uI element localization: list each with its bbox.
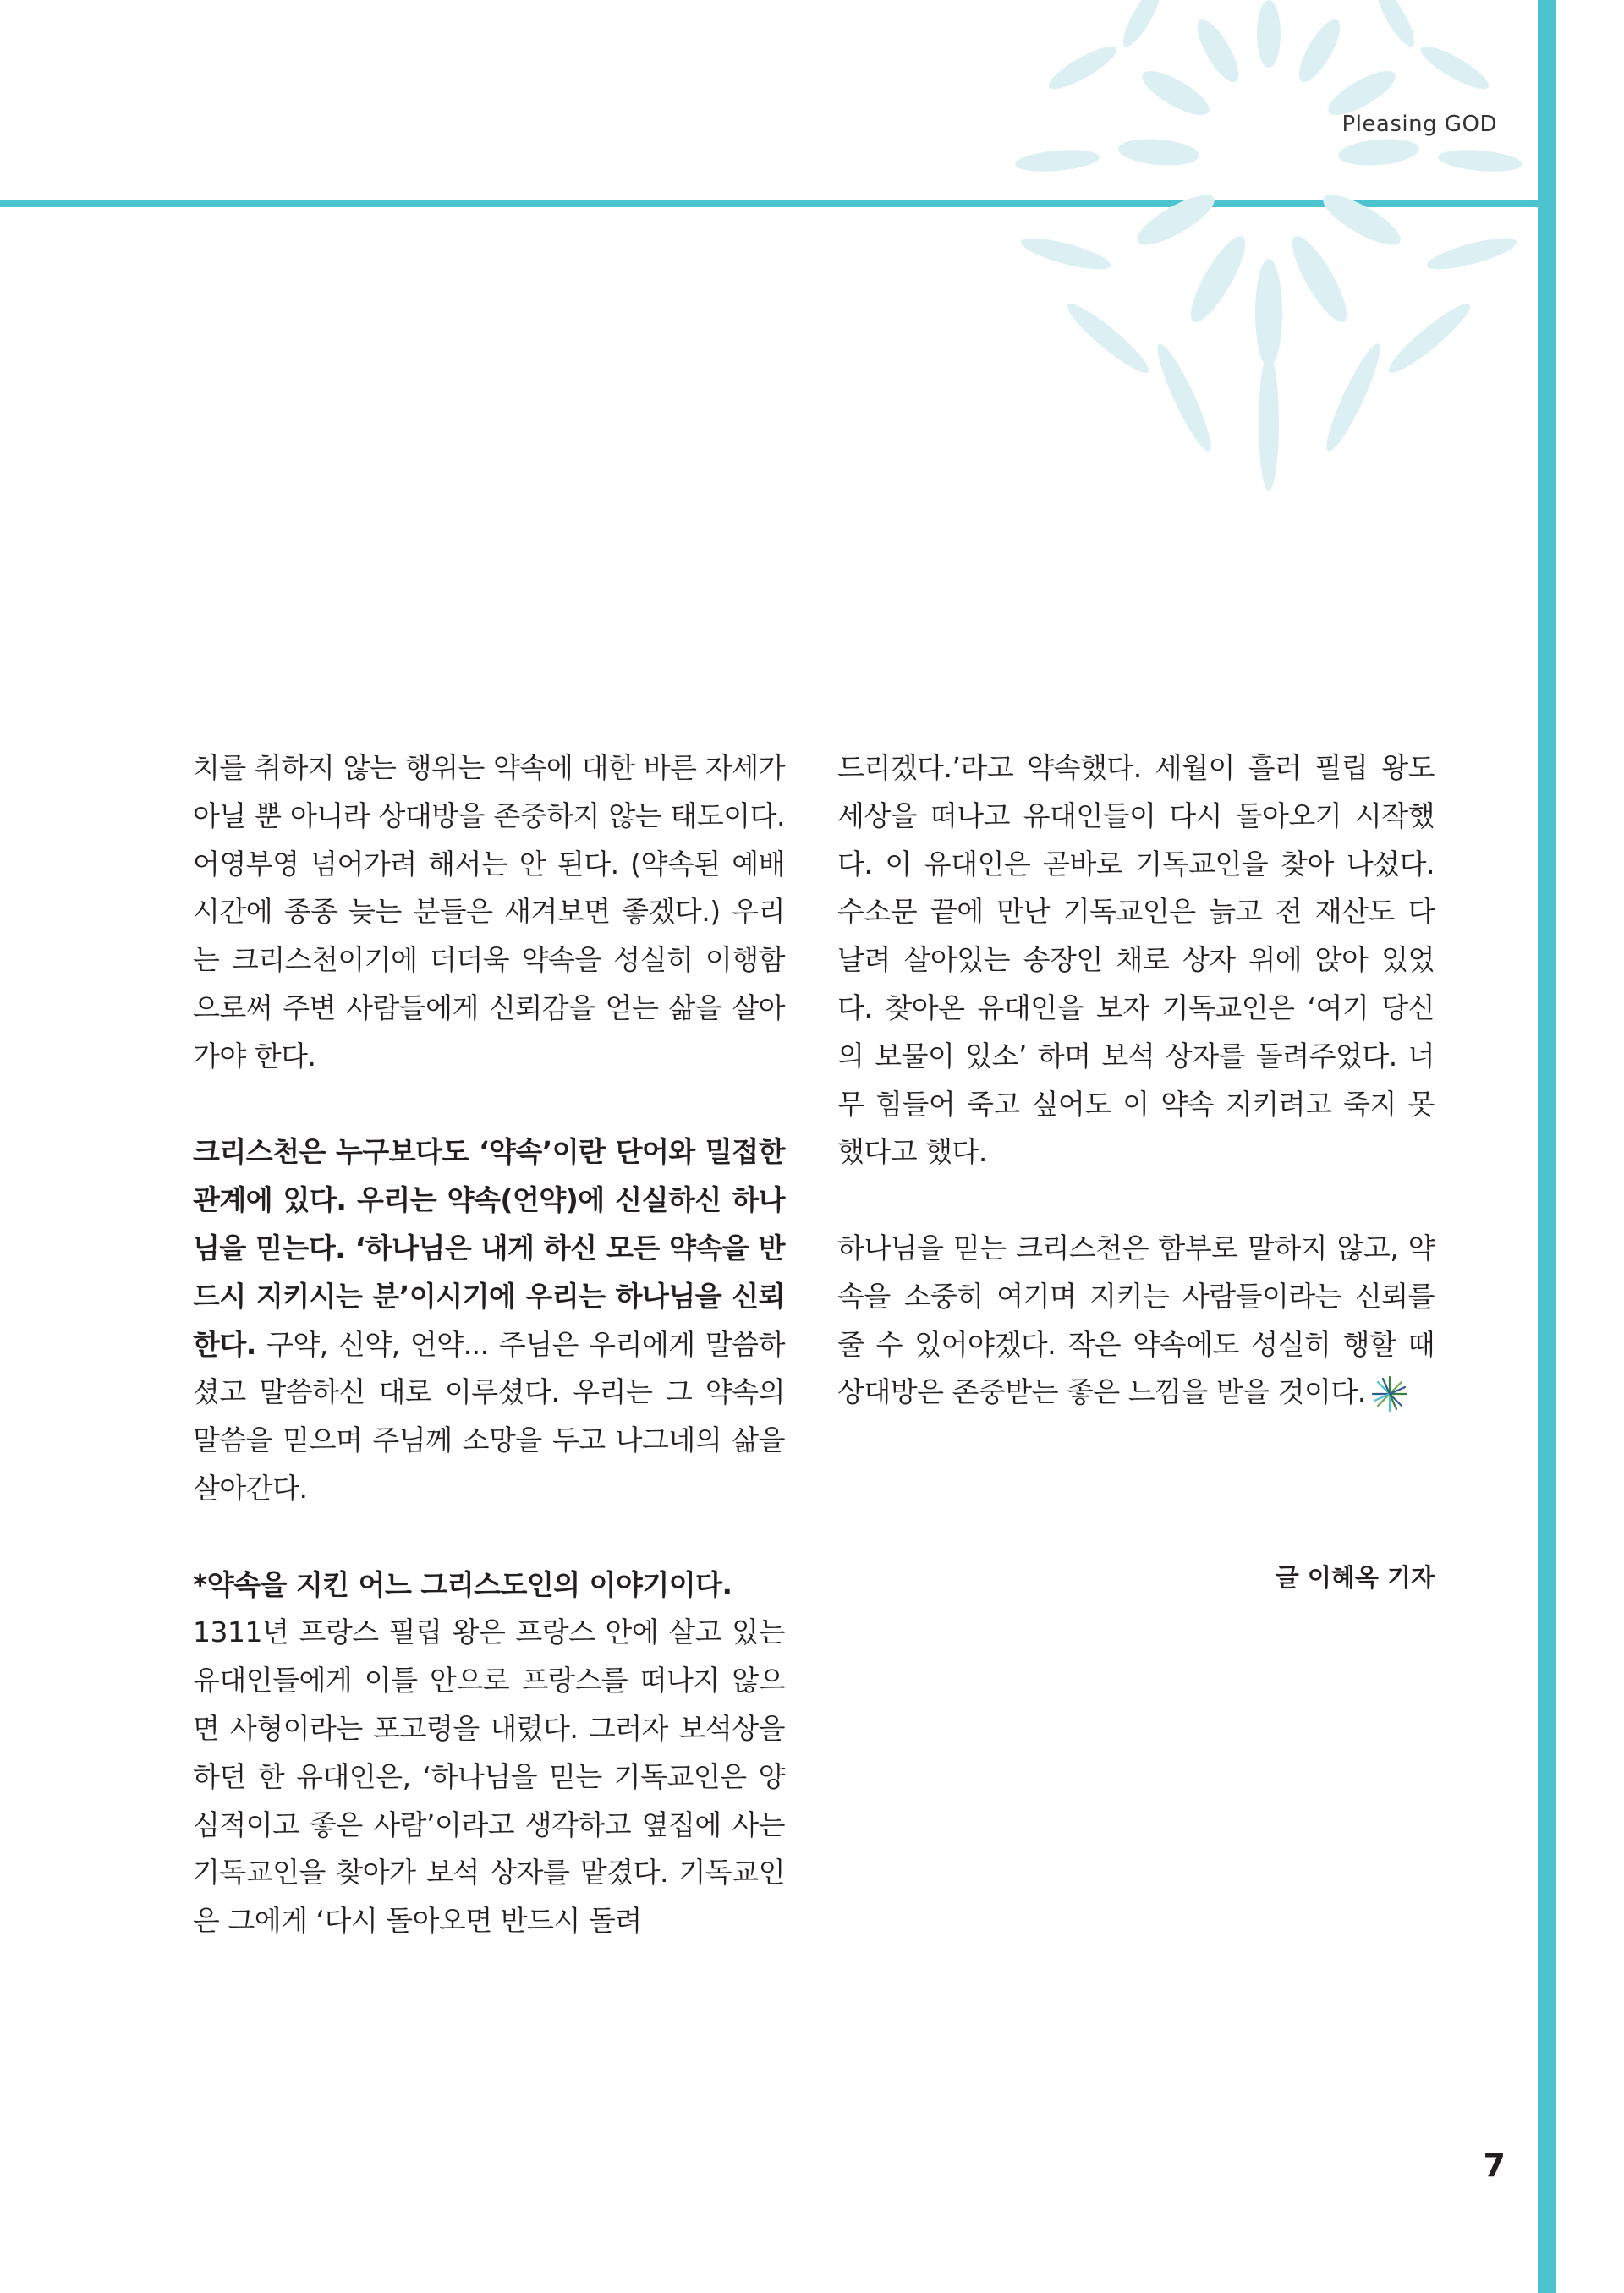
section-title: Pleasing GOD [1341,112,1497,137]
paragraph-text: 하나님을 믿는 크리스천은 함부로 말하지 않고, 약속을 소중히 여기며 지키는 사람들이라는 신뢰를 줄 수 있어야겠다. 작은 약속에도 성실히 행할 때 상대방은 존중받는 좋은 느낌을 받을 것이다. [837,1231,1435,1409]
story-heading: *약속을 지킨 어느 그리스도인의 이야기이다. [193,1567,732,1601]
byline: 글 이혜옥 기자 [1275,1563,1435,1592]
page-number: 7 [1483,2147,1506,2184]
starburst-icon [1371,1375,1408,1413]
paragraph: 치를 취하지 않는 행위는 약속에 대한 바른 자세가 아닐 뿐 아니라 상대방을 존중하지 않는 태도이다. 어영부영 넘어가려 해서는 안 된다. (약속된 예배 시간에 종종 늦는 분들은 새겨보면 좋겠다.) 우리는 크리스천이기에 더더욱 약속을 성실히 이행함으로써 주변 사람들에게 신뢰감을 얻는 삶을 살아가야 한다. [193,751,785,1072]
flower-burst-decoration [998,0,1538,507]
paragraph: 드리겠다.’라고 약속했다. 세월이 흘러 필립 왕도 세상을 떠나고 유대인들이 다시 돌아오기 시작했다. 이 유대인은 곧바로 기독교인을 찾아 나섰다. 수소문 끝에 만난 기독교인은 늙고 전 재산도 다 날려 살아있는 송장인 채로 상자 위에 앉아 있었다. 찾아온 유대인을 보자 기독교인은 ‘여기 당신의 보물이 있소’ 하며 보석 상자를 돌려주었다. 너무 힘들어 죽고 싶어도 이 약속 지키려고 죽지 못했다고 했다. [837,751,1435,1169]
paragraph [193,1128,785,1512]
emphasis-text: 크리스천은 누구보다도 ‘약속’이란 단어와 밀접한 관계에 있다. 우리는 약속(언약)에 신실하신 하나님을 믿는다. ‘하나님은 내게 하신 모든 약속을 반드시 지키시는 분’이시기에 우리는 하나님을 신뢰한다. [193,1135,785,1361]
paragraph [837,1225,1435,1417]
paragraph: 1311년 프랑스 필립 왕은 프랑스 안에 살고 있는 유대인들에게 이틀 안으로 프랑스를 떠나지 않으면 사형이라는 포고령을 내렸다. 그러자 보석상을 하던 한 유대인은, ‘하나님을 믿는 기독교인은 양심적이고 좋은 사람’이라고 생각하고 옆집에 사는 기독교인을 찾아가 보석 상자를 맡겼다. 기독교인은 그에게 ‘다시 돌아오면 반드시 돌려 [193,1616,785,1938]
right-column [837,744,1435,1417]
paragraph-text: 구약, 신약, 언약... 주님은 우리에게 말씀하셨고 말씀하신 대로 이루셨다. 우리는 그 약속의 말씀을 믿으며 주님께 소망을 두고 나그네의 삶을 살아간다. [193,1327,785,1505]
left-column [193,744,785,1945]
side-rule [1538,0,1556,2293]
